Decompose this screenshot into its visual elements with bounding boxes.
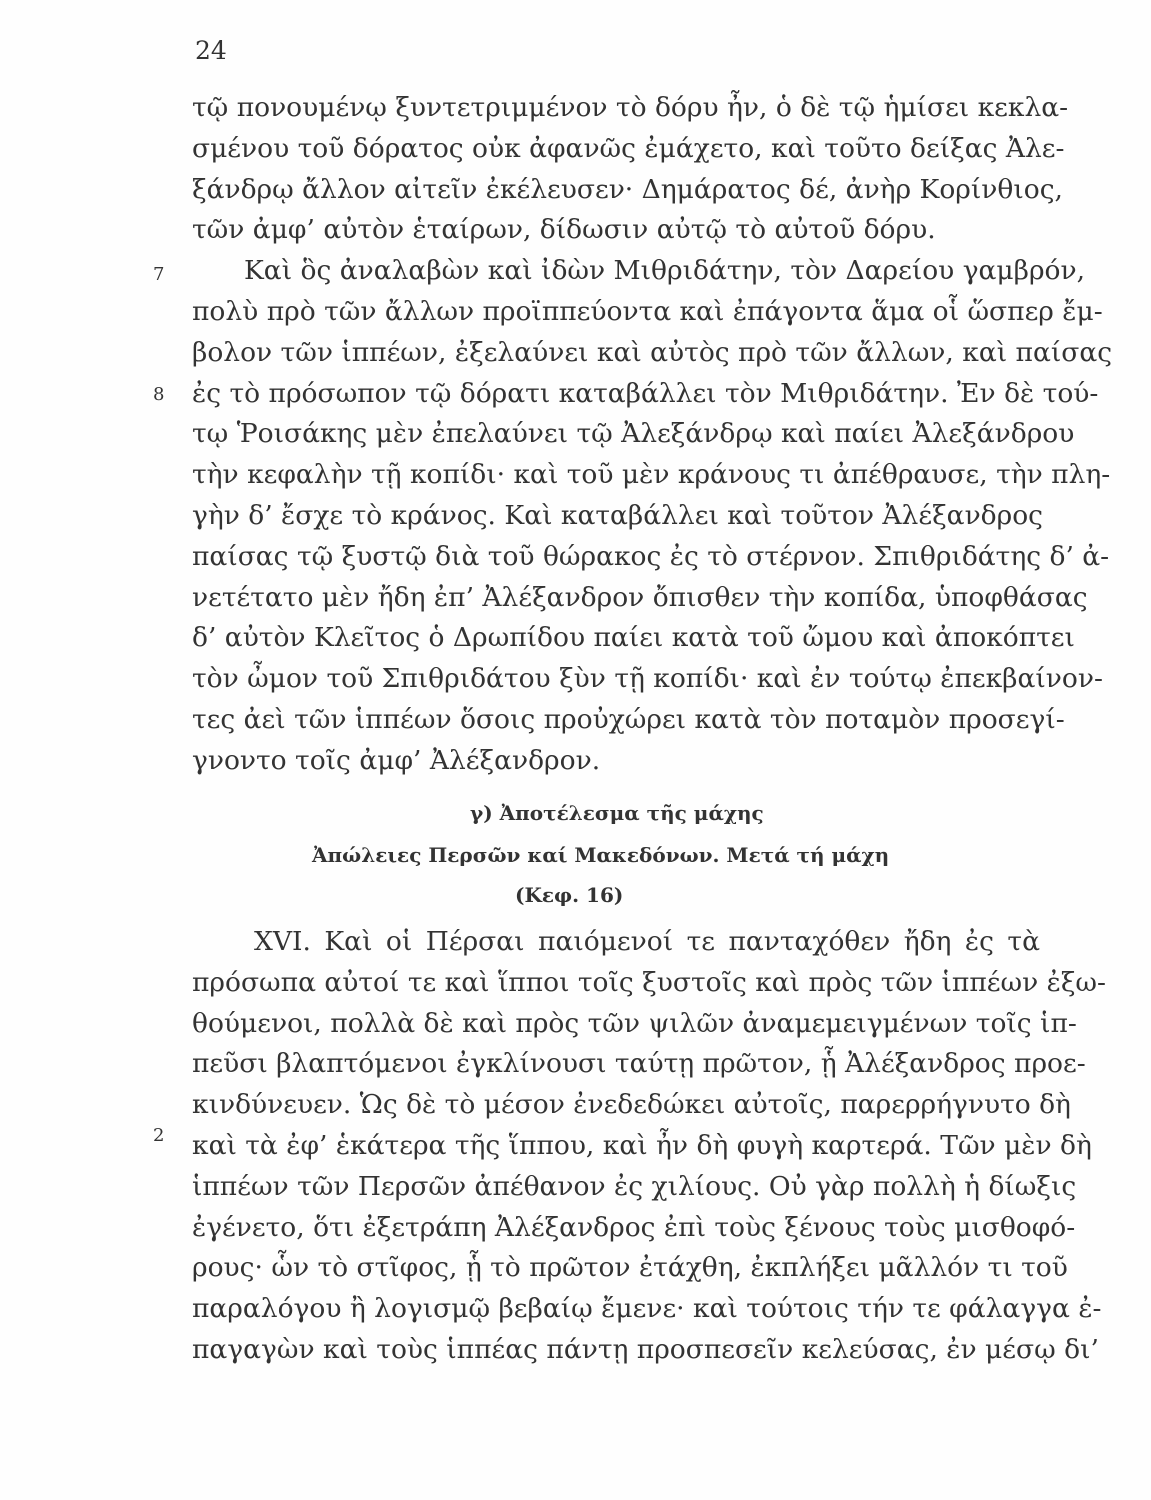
text-line: πεῦσι βλαπτόμενοι ἐγκλίνουσι ταύτῃ πρῶτον, ᾗ Ἀλέξανδρος προε-	[192, 1048, 1086, 1080]
section-heading-line-1: γ) Ἀποτέλεσμα τῆς μάχης	[470, 801, 764, 825]
text-line: ἱππέων τῶν Περσῶν ἀπέθανον ἐς χιλίους. Οὐ γὰρ πολλὴ ἡ δίωξις	[192, 1170, 1077, 1202]
text-line: δ’ αὐτὸν Κλεῖτος ὁ Δρωπίδου παίει κατὰ τοῦ ὤμου καὶ ἀποκόπτει	[192, 622, 1075, 654]
text-line: ἐς τὸ πρόσωπον τῷ δόρατι καταβάλλει τὸν Μιθριδάτην. Ἐν δὲ τού-	[192, 377, 1099, 409]
text-line: XVI. Καὶ οἱ Πέρσαι παιόμενοί τε πανταχόθεν ἤδη ἐς τὰ	[254, 926, 1040, 957]
text-line: γὴν δ’ ἔσχε τὸ κράνος. Καὶ καταβάλλει καὶ τοῦτον Ἀλέξανδρος	[192, 499, 1044, 531]
text-line: θούμενοι, πολλὰ δὲ καὶ πρὸς τῶν ψιλῶν ἀναμεμειγμένων τοῖς ἱπ-	[192, 1007, 1077, 1039]
text-line: παραλόγου ἢ λογισμῷ βεβαίῳ ἔμενε· καὶ τούτοις τήν τε φάλαγγα ἐ-	[192, 1293, 1102, 1325]
text-line: παίσας τῷ ξυστῷ διὰ τοῦ θώρακος ἐς τὸ στέρνον. Σπιθριδάτης δ’ ἀ-	[192, 540, 1110, 572]
text-line: σμένου τοῦ δόρατος οὐκ ἀφανῶς ἐμάχετο, καὶ τοῦτο δείξας Ἀλε-	[192, 132, 1065, 164]
text-line: τῶν ἀμφ’ αὐτὸν ἑταίρων, δίδωσιν αὐτῷ τὸ αὐτοῦ δόρυ.	[192, 214, 936, 246]
page-number: 24	[195, 36, 227, 65]
paragraph-xvi	[192, 922, 1106, 1371]
text-line: νετέτατο μὲν ἤδη ἐπ’ Ἀλέξανδρον ὄπισθεν τὴν κοπίδα, ὑποφθάσας	[192, 581, 1088, 613]
text-line: παγαγὼν καὶ τοὺς ἱππέας πάντῃ προσπεσεῖν κελεύσας, ἐν μέσῳ δι’	[192, 1333, 1099, 1365]
paragraph-top	[192, 88, 1113, 782]
text-line: ξάνδρῳ ἄλλον αἰτεῖν ἐκέλευσεν· Δημάρατος δέ, ἀνὴρ Κορίνθιος,	[192, 173, 1063, 205]
text-line: ρους· ὧν τὸ στῖφος, ᾗ τὸ πρῶτον ἐτάχθη, ἐκπλήξει μᾶλλόν τι τοῦ	[192, 1252, 1068, 1284]
margin-number-7: 7	[153, 264, 165, 285]
text-line: ἐγένετο, ὅτι ἐξετράπη Ἀλέξανδρος ἐπὶ τοὺς ξένους τοὺς μισθοφό-	[192, 1211, 1076, 1243]
section-heading-line-3: (Κεφ. 16)	[515, 883, 624, 907]
text-line: κινδύνευεν. Ὡς δὲ τὸ μέσον ἐνεδεδώκει αὐτοῖς, παρερρήγνυτο δὴ	[192, 1089, 1071, 1121]
text-line: βολον τῶν ἱππέων, ἐξελαύνει καὶ αὐτὸς πρὸ τῶν ἄλλων, καὶ παίσας	[192, 336, 1113, 368]
text-line: Καὶ ὃς ἀναλαβὼν καὶ ἰδὼν Μιθριδάτην, τὸν Δαρείου γαμβρόν,	[244, 255, 1086, 287]
text-line: τὴν κεφαλὴν τῇ κοπίδι· καὶ τοῦ μὲν κράνους τι ἀπέθραυσε, τὴν πλη-	[192, 459, 1111, 491]
text-line: καὶ τὰ ἐφ’ ἑκάτερα τῆς ἵππου, καὶ ἦν δὴ φυγὴ καρτερά. Τῶν μὲν δὴ	[192, 1129, 1092, 1161]
text-line: τὸν ὦμον τοῦ Σπιθριδάτου ξὺν τῇ κοπίδι· καὶ ἐν τούτῳ ἐπεκβαίνον-	[192, 663, 1103, 695]
text-line: τες ἀεὶ τῶν ἱππέων ὅσοις προὐχώρει κατὰ τὸν ποταμὸν προσεγί-	[192, 703, 1065, 735]
text-line: τῳ Ῥοισάκης μὲν ἐπελαύνει τῷ Ἀλεξάνδρῳ καὶ παίει Ἀλεξάνδρου	[192, 418, 1075, 450]
margin-number-2: 2	[153, 1125, 165, 1146]
section-heading-line-2: Ἀπώλειες Περσῶν καί Μακεδόνων. Μετά τή μάχη	[312, 843, 890, 867]
text-line: γνοντο τοῖς ἀμφ’ Ἀλέξανδρον.	[192, 744, 601, 776]
text-line: πρόσωπα αὐτοί τε καὶ ἵπποι τοῖς ξυστοῖς καὶ πρὸς τῶν ἱππέων ἐξω-	[192, 966, 1106, 998]
text-line: πολὺ πρὸ τῶν ἄλλων προϊππεύοντα καὶ ἐπάγοντα ἅμα οἷ ὥσπερ ἔμ-	[192, 295, 1103, 327]
margin-number-8: 8	[153, 384, 165, 405]
text-line: τῷ πονουμένῳ ξυντετριμμένον τὸ δόρυ ἦν, ὁ δὲ τῷ ἡμίσει κεκλα-	[192, 92, 1069, 123]
